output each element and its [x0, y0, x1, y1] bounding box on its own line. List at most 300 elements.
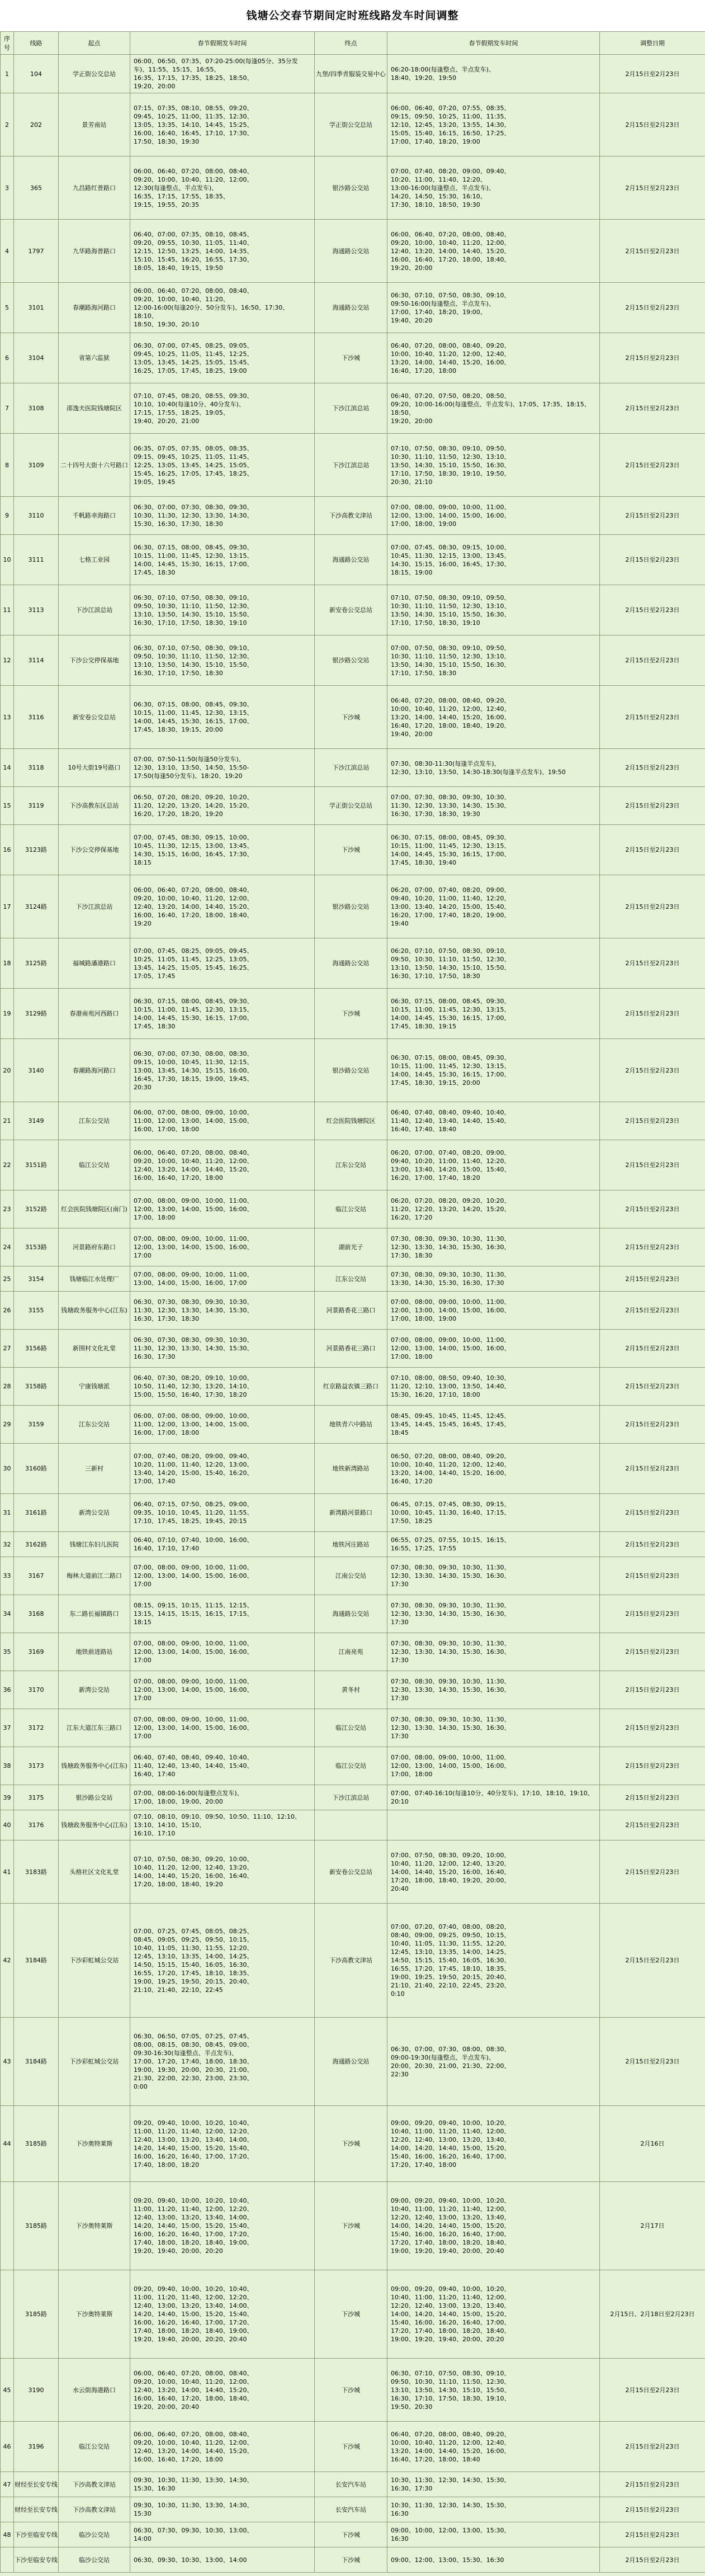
origin-cell: 春潮路海河路口 — [59, 283, 130, 333]
row-number: 15 — [1, 787, 14, 825]
row-number: 34 — [1, 1595, 14, 1633]
departure-times-1: 07:00、08:00、09:00、10:00、11:00、 13:00、14:00、15:00、16:00、17:00 — [130, 1266, 315, 1292]
departure-times-1: 06:00、06:40、07:20、08:00、08:40、 09:20、10:00、10:40、11:20、12:00、 12:40、13:20、14:00、14:40、15:20、 16:00、16:40、17:20、18:00、18:40、 19:20、20:00、20:40 — [130, 2359, 315, 2422]
departure-times-2: 07:30、08:30、09:30、10:30、11:30、 12:30、13:30、14:30、15:30、16:30、 17:30、18:30 — [387, 1228, 600, 1266]
departure-times-2: 06:20、07:20、08:20、09:20、10:20、 11:20、12:20、13:20、14:20、15:20、 16:20、17:20 — [387, 1190, 600, 1228]
origin-cell: 红会医院钱塘院区(南门) — [59, 1190, 130, 1228]
departure-times-2: 06:20、07:10、07:50、08:30、09:10、 09:50、10:30、11:10、11:50、12:30、 13:10、13:50、14:30、15:10、15:50、 16:30、17:10、17:50、18:30 — [387, 938, 600, 989]
line-cell: 3149 — [14, 1102, 59, 1140]
line-cell: 3119 — [14, 787, 59, 825]
line-cell: 3184路 — [14, 1904, 59, 2018]
line-cell: 3168 — [14, 1595, 59, 1633]
departure-times-2: 06:30、07:00、07:30、08:00、08:30、 09:00-19:30(每逢整点、半点发车)、 20:00、20:30、21:00、21:30、22:00、 22:30 — [387, 2018, 600, 2106]
departure-times-2: 07:00、07:40、08:20、09:00、09:40、 10:20、11:00、11:40、12:20、 13:00-16:00(每逢整点、半点发车)、 14:20、14:50、15:30、16:10、 17:30、18:10、18:50、19:30 — [387, 156, 600, 220]
origin-cell: 钱塘政务服务中心(江东) — [59, 1810, 130, 1840]
origin-cell: 景芳南站 — [59, 93, 130, 156]
table-row — [1, 2182, 705, 2270]
destination-cell — [315, 1810, 387, 1840]
origin-cell: 临沙公交站 — [59, 2547, 130, 2573]
line-cell: 3140 — [14, 1039, 59, 1102]
line-cell: 3129路 — [14, 989, 59, 1039]
row-number: 3 — [1, 156, 14, 220]
destination-cell: 下沙城 — [315, 2182, 387, 2270]
row-number: 40 — [1, 1810, 14, 1840]
departure-times-2: 09:00、09:20、09:40、10:00、10:20、 10:40、11:00、11:20、11:40、12:00、 12:20、12:40、13:00、13:20、13:40、 14:00、14:20、14:40、15:00、15:20、 15:40、16:00、16:20、16:40、17:00、 17:20、17:40、18:00 — [387, 2106, 600, 2182]
adjust-date-cell: 2月15日至2月23日 — [600, 1633, 705, 1671]
departure-times-2: 06:00、06:40、07:20、08:00、08:40、 09:20、10:00、10:40、11:20、12:00、 12:40、13:20、14:00、14:40、15:20、 16:00、16:40、17:20、18:00、18:40、 19:20、20:00 — [387, 220, 600, 283]
adjust-date-cell: 2月17日 — [600, 2182, 705, 2270]
origin-cell: 梅林大道前江二路口 — [59, 1557, 130, 1595]
schedule-table — [0, 31, 705, 2573]
departure-times-2: 07:10、07:50、08:30、09:10、09:50、 10:30、11:10、11:50、12:30、13:10、 13:50、14:30、15:10、15:50、16:30、 17:10、17:50、18:30、19:10 — [387, 585, 600, 635]
destination-cell: 河景路香花三路口 — [315, 1292, 387, 1330]
table-row — [1, 787, 705, 825]
header-times-2: 春节假期发车时间 — [387, 32, 600, 55]
table-row — [1, 1330, 705, 1368]
row-number: 2 — [1, 93, 14, 156]
origin-cell: 九昌路红普路口 — [59, 156, 130, 220]
destination-cell: 湖前光子 — [315, 1228, 387, 1266]
row-number: 31 — [1, 1494, 14, 1532]
departure-times-1: 06:30、07:15、08:00、08:45、09:30、 10:15、11:00、11:45、12:30、13:15、 14:00、14:45、15:30、16:15、17:00、 17:45、18:30、19:15、20:00 — [130, 686, 315, 749]
table-row — [1, 1140, 705, 1190]
departure-times-1: 06:40、07:15、07:50、08:25、09:00、 09:35、10:10、10:45、11:20、11:55、 17:10、17:45、18:25、19:45、20:15 — [130, 1494, 315, 1532]
destination-cell: 海通路公交站 — [315, 2018, 387, 2106]
row-number: 29 — [1, 1406, 14, 1444]
origin-cell: 省第六监狱 — [59, 333, 130, 383]
header-destination: 终点 — [315, 32, 387, 55]
departure-times-1: 06:35、07:05、07:35、08:05、08:35、 09:15、09:45、10:25、11:05、11:45、 12:25、13:05、13:45、14:25、15:05、 15:45、16:25、17:05、17:45、18:25、 19:05、19:45 — [130, 434, 315, 497]
origin-cell: 下沙彩虹城公交站 — [59, 1904, 130, 2018]
adjust-date-cell: 2月15日至2月23日 — [600, 1840, 705, 1904]
departure-times-2: 07:00、08:00、09:00、10:00、11:00、 12:00、13:00、14:00、15:00、16:00、 17:00、18:00 — [387, 1330, 600, 1368]
row-number: 24 — [1, 1228, 14, 1266]
row-number: 8 — [1, 434, 14, 497]
departure-times-1: 06:30、07:30、09:30、10:30、13:00、 14:00 — [130, 2522, 315, 2547]
line-cell: 3114 — [14, 635, 59, 686]
destination-cell: 河景路香花三路口 — [315, 1330, 387, 1368]
row-number: 37 — [1, 1709, 14, 1747]
departure-times-1: 06:30、07:10、07:50、08:30、09:10、 09:50、10:30、11:10、11:50、12:30、 13:10、13:50、14:30、15:10、15:50、 16:30、17:10、17:50、18:30 — [130, 635, 315, 686]
line-cell: 3185路 — [14, 2182, 59, 2270]
origin-cell: 宁康钱塘派 — [59, 1368, 130, 1406]
table-row — [1, 1190, 705, 1228]
destination-cell: 新湾路河景路口 — [315, 1494, 387, 1532]
row-number: 32 — [1, 1532, 14, 1557]
row-number: 6 — [1, 333, 14, 383]
origin-cell: 春潮路海河路口 — [59, 1039, 130, 1102]
departure-times-2: 06:50、07:20、08:00、08:40、09:20、 10:00、10:40、11:20、12:00、12:40、 13:20、14:00、14:40、15:20、16:00、 16:40、17:20 — [387, 1444, 600, 1494]
row-number: 23 — [1, 1190, 14, 1228]
table-row — [1, 333, 705, 383]
origin-cell: 钱塘政务服务中心(江东) — [59, 1747, 130, 1785]
departure-times-1: 07:00、07:45、08:25、09:05、09:45、 10:25、11:05、11:45、12:25、13:05、 13:45、14:25、15:05、15:45、16:25、 17:05、17:45 — [130, 938, 315, 989]
origin-cell: 钱塘临江水处理厂 — [59, 1266, 130, 1292]
destination-cell: 下沙江滨总站 — [315, 434, 387, 497]
adjust-date-cell: 2月15日至2月23日 — [600, 875, 705, 938]
departure-times-1: 07:00、08:00、09:00、10:00、11:00、 12:00、13:00、14:00、15:00、16:00、 17:00 — [130, 1709, 315, 1747]
departure-times-2: 06:40、07:20、08:00、08:40、09:20、 10:00、10:40、11:20、12:00、12:40、 13:20、14:00、14:40、15:20、16:00、 16:40、17:20、18:00、18:40、19:20、 19:40、20:00 — [387, 686, 600, 749]
departure-times-1: 07:00、08:00、09:00、10:00、11:00、 12:00、13:00、14:00、15:00、16:00、 17:00 — [130, 1671, 315, 1709]
origin-cell: 临江公交站 — [59, 2422, 130, 2472]
table-row — [1, 1406, 705, 1444]
row-number — [1, 2182, 14, 2270]
table-row — [1, 1102, 705, 1140]
adjust-date-cell: 2月15日至2月23日 — [600, 1444, 705, 1494]
adjust-date-cell: 2月15日至2月23日 — [600, 1709, 705, 1747]
row-number: 14 — [1, 749, 14, 787]
line-cell: 3184路 — [14, 2018, 59, 2106]
departure-times-2: 06:20-18:00(每逢整点、半点发车)、 18:40、19:20、19:50 — [387, 55, 600, 93]
destination-cell: 银沙路公交站 — [315, 156, 387, 220]
adjust-date-cell: 2月15日至2月23日 — [600, 283, 705, 333]
departure-times-2: 06:30、07:15、08:00、08:45、09:30、 10:15、11:00、11:45、12:30、13:15、 14:00、14:45、15:30、16:15、17:00、 17:45、18:30、19:15 — [387, 989, 600, 1039]
header-line: 线路 — [14, 32, 59, 55]
table-row — [1, 2106, 705, 2182]
line-cell: 财经至长安专线 — [14, 2472, 59, 2497]
adjust-date-cell: 2月15日至2月23日 — [600, 2018, 705, 2106]
origin-cell: 下沙彩虹城公交站 — [59, 2018, 130, 2106]
departure-times-1: 06:30、07:00、07:30、08:30、09:30、 10:30、11:30、12:30、13:30、14:30、 15:30、16:30、17:30、18:30 — [130, 497, 315, 535]
row-number: 22 — [1, 1140, 14, 1190]
destination-cell: 地铁新湾路站 — [315, 1444, 387, 1494]
table-row — [1, 1810, 705, 1840]
departure-times-2: 07:00、07:45、08:30、09:15、10:00、 10:45、11:30、12:15、13:00、13:45、 14:30、15:15、16:00、16:45、17:30、 18:15、19:00 — [387, 535, 600, 585]
header-origin: 起点 — [59, 32, 130, 55]
departure-times-2: 07:10、08:00、08:50、09:40、10:30、 11:20、12:10、13:00、13:50、14:40、 15:30、16:20、17:10、18:00 — [387, 1368, 600, 1406]
origin-cell: 九华路海普路口 — [59, 220, 130, 283]
destination-cell: 下沙城 — [315, 2359, 387, 2422]
destination-cell: 银沙路公交站 — [315, 1039, 387, 1102]
departure-times-1: 07:00、08:00、09:00、10:00、11:00、 12:00、13:00、14:00、15:00、16:00、 17:00、18:00 — [130, 1190, 315, 1228]
line-cell: 3170 — [14, 1671, 59, 1709]
table-row — [1, 2270, 705, 2359]
line-cell: 104 — [14, 55, 59, 93]
line-cell: 3173 — [14, 1747, 59, 1785]
departure-times-2: 07:00、08:00、09:00、10:00、11:00、 12:00、13:00、14:00、15:00、16:00、 17:00、18:00、19:00 — [387, 1292, 600, 1330]
origin-cell: 新湾公交站 — [59, 1671, 130, 1709]
destination-cell: 银沙路公交站 — [315, 875, 387, 938]
departure-times-2: 06:30、07:10、07:50、08:30、09:10、 09:50、10:30、11:10、11:50、12:30、 13:10、13:50、14:30、15:10、15:50、 16:30、17:10、17:50、18:30、19:10、 19:50、20:30 — [387, 2359, 600, 2422]
origin-cell: 临江公交站 — [59, 1140, 130, 1190]
table-row — [1, 2547, 705, 2573]
destination-cell: 下沙城 — [315, 2270, 387, 2359]
adjust-date-cell: 2月15日至2月23日 — [600, 497, 705, 535]
destination-cell: 下沙高教文津站 — [315, 497, 387, 535]
destination-cell: 下沙高教文津站 — [315, 1904, 387, 2018]
destination-cell: 下沙城 — [315, 2422, 387, 2472]
departure-times-1: 06:00、06:50、07:35、07:20-25:00(每逢05分、35分发车)、11:55、15:15、16:55、 16:35、17:15、17:35、18:25、18:50、 19:20、20:00 — [130, 55, 315, 93]
departure-times-2: 06:40、07:20、08:00、08:40、09:20、 10:00、10:40、11:20、12:00、12:40、 13:20、14:00、14:40、15:20、16:00、 16:40、17:20、18:00、18:40 — [387, 2422, 600, 2472]
table-row — [1, 1595, 705, 1633]
departure-times-1: 07:00、08:00-16:00(每逢整点发车)、 17:00、18:00、19:00、20:00 — [130, 1785, 315, 1810]
departure-times-1: 09:20、09:40、10:00、10:20、10:40、 11:00、11:20、11:40、12:00、12:20、 12:40、13:00、13:20、13:40、14:00、 14:20、14:40、15:00、15:20、15:40、 16:00、16:20、16:40、17:00、17:20、 17:40、18:00、18:20 — [130, 2106, 315, 2182]
destination-cell: 下沙城 — [315, 2547, 387, 2573]
departure-times-1: 09:30、10:30、11:30、13:30、14:30、 15:30 — [130, 2497, 315, 2522]
line-cell: 3156路 — [14, 1330, 59, 1368]
origin-cell: 临沙公交站 — [59, 2522, 130, 2547]
origin-cell: 下沙高教东区总站 — [59, 787, 130, 825]
origin-cell: 下沙公交停保基地 — [59, 635, 130, 686]
origin-cell: 下沙奥特莱斯 — [59, 2270, 130, 2359]
origin-cell: 下沙奥特莱斯 — [59, 2182, 130, 2270]
origin-cell: 下沙江滨总站 — [59, 875, 130, 938]
row-number: 5 — [1, 283, 14, 333]
departure-times-2: 09:00、12:00、13:00、15:30、16:30 — [387, 2547, 600, 2573]
departure-times-1: 07:00、07:45、08:30、09:15、10:00、 10:45、11:30、12:15、13:00、13:45、 14:30、15:15、16:00、16:45、17:30、 18:15 — [130, 825, 315, 875]
destination-cell: 红京路益农镇三路口 — [315, 1368, 387, 1406]
departure-times-2: 09:00、09:20、09:40、10:00、10:20、 10:40、11:00、11:20、11:40、12:00、 12:20、12:40、13:00、13:20、13:40、 14:00、14:20、14:40、15:00、15:20、 15:40、16:00、16:20、16:40、17:00、 17:20、17:40、18:00、18:20、18:40、 19:00、19:20、19:40、20:00、20:20 — [387, 2270, 600, 2359]
table-row — [1, 2422, 705, 2472]
line-cell: 财经至长安专线 — [14, 2497, 59, 2522]
table-row — [1, 93, 705, 156]
table-row — [1, 1494, 705, 1532]
table-row — [1, 2359, 705, 2422]
adjust-date-cell: 2月15日至2月23日 — [600, 383, 705, 434]
destination-cell: 江南公交站 — [315, 1557, 387, 1595]
departure-times-2: 06:20、07:00、07:40、08:20、09:00、 09:40、10:20、11:00、11:40、12:20、 13:00、13:40、14:20、15:00、15:40、 16:20、17:00、17:40、18:20、19:00、 19:40 — [387, 875, 600, 938]
table-row — [1, 535, 705, 585]
row-number: 10 — [1, 535, 14, 585]
line-cell: 3190 — [14, 2359, 59, 2422]
adjust-date-cell: 2月15日至2月23日 — [600, 2359, 705, 2422]
origin-cell: 福城路潘港路口 — [59, 938, 130, 989]
row-number: 30 — [1, 1444, 14, 1494]
origin-cell: 钱塘政务服务中心(江东) — [59, 1292, 130, 1330]
adjust-date-cell: 2月15日至2月23日 — [600, 2472, 705, 2497]
adjust-date-cell: 2月15日至2月23日 — [600, 989, 705, 1039]
line-cell: 3110 — [14, 497, 59, 535]
destination-cell: 海通路公交站 — [315, 535, 387, 585]
row-number: 33 — [1, 1557, 14, 1595]
destination-cell: 新安卷公交总站 — [315, 1840, 387, 1904]
destination-cell: 地铁河庄路站 — [315, 1532, 387, 1557]
origin-cell: 下沙奥特莱斯 — [59, 2106, 130, 2182]
table-row — [1, 1633, 705, 1671]
departure-times-1: 06:00、07:00、08:00、09:00、10:00、 11:00、12:00、13:00、14:00、15:00、 16:00、17:00、18:00 — [130, 1406, 315, 1444]
origin-cell: 七格工业园 — [59, 535, 130, 585]
departure-times-2: 07:30、08:30、09:30、10:30、11:30、 12:30、13:30、14:30、15:30、16:30、 17:30 — [387, 1633, 600, 1671]
line-cell: 3158路 — [14, 1368, 59, 1406]
departure-times-1: 06:40、07:10、07:40、10:00、16:00、 16:40、17:10、17:40 — [130, 1532, 315, 1557]
page-title: 钱塘公交春节期间定时班线路发车时间调整 — [0, 0, 705, 31]
table-row — [1, 1747, 705, 1785]
departure-times-2: 07:00、08:00、09:00、10:00、11:00、 12:00、13:00、14:00、15:00、16:00、 17:00、18:00 — [387, 1747, 600, 1785]
adjust-date-cell: 2月15日至2月23日 — [600, 1292, 705, 1330]
departure-times-1: 06:30、06:50、07:05、07:25、07:45、 08:00、08:15、08:30、08:45、09:00、 09:30-16:30(每逢整点、半点发车)、 17:00、17:20、17:40、18:00、18:30、 19:00、19:30、20:00、20:30、21:00、 21:30、22:00、22:30、23:00、23:30、 0:00 — [130, 2018, 315, 2106]
row-number — [1, 2547, 14, 2573]
row-number: 35 — [1, 1633, 14, 1671]
row-number: 43 — [1, 2018, 14, 2106]
adjust-date-cell: 2月15日至2月23日 — [600, 1368, 705, 1406]
line-cell: 3155 — [14, 1292, 59, 1330]
line-cell: 3154 — [14, 1266, 59, 1292]
departure-times-2: 07:10、07:50、08:30、09:10、09:50、 10:30、11:10、11:50、12:30、13:10、 13:50、14:30、15:10、15:50、16:30、 17:10、17:50、18:30、19:10、19:50、 20:30、21:10 — [387, 434, 600, 497]
table-row — [1, 825, 705, 875]
origin-cell: 下沙高教文津站 — [59, 2472, 130, 2497]
destination-cell: 临江公交站 — [315, 1747, 387, 1785]
table-row — [1, 283, 705, 333]
origin-cell: 邵逸夫医院钱塘院区 — [59, 383, 130, 434]
departure-times-1: 06:30、09:30、10:30、13:00、14:00 — [130, 2547, 315, 2573]
departure-times-1: 06:30、07:30、08:30、09:30、10:30、 11:30、12:30、13:30、14:30、15:30、 16:30、17:30、18:30 — [130, 1292, 315, 1330]
row-number — [1, 2497, 14, 2522]
table-row — [1, 55, 705, 93]
row-number: 17 — [1, 875, 14, 938]
departure-times-1: 07:00、08:00、09:00、10:00、11:00、 12:00、13:00、14:00、15:00、16:00、 17:00 — [130, 1228, 315, 1266]
row-number: 1 — [1, 55, 14, 93]
destination-cell: 下沙江滨总站 — [315, 749, 387, 787]
row-number: 16 — [1, 825, 14, 875]
line-cell: 3118 — [14, 749, 59, 787]
table-row — [1, 585, 705, 635]
adjust-date-cell: 2月15日至2月23日 — [600, 635, 705, 686]
departure-times-1: 06:50、07:20、08:20、09:20、10:20、 11:20、12:20、13:20、14:20、15:20、 16:20、17:20、18:20、19:20 — [130, 787, 315, 825]
table-row — [1, 875, 705, 938]
departure-times-2: 10:30、11:30、12:30、14:30、15:30、 16:30、17:30 — [387, 2472, 600, 2497]
adjust-date-cell: 2月15日至2月23日 — [600, 1406, 705, 1444]
departure-times-1: 07:10、07:45、08:20、08:55、09:30、 10:10、10:40(每逢10分、40分发车)、 17:15、17:55、18:25、19:05、 19:40、20:20、21:00 — [130, 383, 315, 434]
line-cell: 3183路 — [14, 1840, 59, 1904]
row-number: 47 — [1, 2472, 14, 2497]
origin-cell: 河景路府东路口 — [59, 1228, 130, 1266]
departure-times-2: 10:30、11:30、12:30、14:30、15:30、 16:30 — [387, 2497, 600, 2522]
departure-times-1: 07:00、08:00、09:00、10:00、11:00、 12:00、13:00、14:00、15:00、16:00、 17:00 — [130, 1633, 315, 1671]
adjust-date-cell: 2月15日至2月23日 — [600, 156, 705, 220]
header-row — [1, 32, 705, 55]
departure-times-1: 06:00、06:40、07:20、08:00、08:40、 09:20、10:00、10:40、11:20、 12:00-16:00(每逢20分、50分发车)、16:50、17:30、18:10、 18:50、19:30、20:10 — [130, 283, 315, 333]
departure-times-1: 07:00、07:25、07:45、08:05、08:25、 08:45、09:05、09:25、09:50、10:15、 10:40、11:05、11:30、11:55、12:20、 12:45、13:10、13:35、14:00、14:25、 14:50、15:15、15:40、16:05、16:30、 16:55、17:20、17:45、18:10、18:35、 19:00、19:25、19:50、20:15、20:40、 21:10、21:40、22:10、22:45 — [130, 1904, 315, 2018]
origin-cell: 千帆路幸海路口 — [59, 497, 130, 535]
departure-times-1: 06:30、07:15、08:00、08:45、09:30、 10:15、11:00、11:45、12:30、13:15、 14:00、14:45、15:30、16:15、17:00、 17:45、18:30 — [130, 535, 315, 585]
departure-times-1: 06:30、07:00、07:30、08:00、08:30、 09:15、10:00、10:45、11:30、12:15、 13:00、13:45、14:30、15:15、16:00、 16:45、17:30、18:15、19:00、19:45、 20:30 — [130, 1039, 315, 1102]
origin-cell: 头格社区文化礼堂 — [59, 1840, 130, 1904]
line-cell: 3151路 — [14, 1140, 59, 1190]
line-cell: 3159 — [14, 1406, 59, 1444]
adjust-date-cell: 2月15日至2月23日 — [600, 825, 705, 875]
line-cell: 3196 — [14, 2422, 59, 2472]
row-number: 27 — [1, 1330, 14, 1368]
adjust-date-cell: 2月15日至2月23日 — [600, 93, 705, 156]
table-row — [1, 1444, 705, 1494]
adjust-date-cell: 2月15日至2月23日 — [600, 1228, 705, 1266]
table-row — [1, 497, 705, 535]
origin-cell: 新湾公交站 — [59, 1494, 130, 1532]
row-number: 13 — [1, 686, 14, 749]
departure-times-1: 08:15、09:15、10:15、11:15、12:15、 13:15、14:15、15:15、16:15、17:15、 18:15 — [130, 1595, 315, 1633]
destination-cell: 下沙城 — [315, 686, 387, 749]
destination-cell: 海通路公交站 — [315, 283, 387, 333]
destination-cell: 临江公交站 — [315, 1709, 387, 1747]
origin-cell: 春港南苑河西路口 — [59, 989, 130, 1039]
adjust-date-cell: 2月15日至2月23日 — [600, 2422, 705, 2472]
adjust-date-cell: 2月15日至2月23日 — [600, 1595, 705, 1633]
origin-cell: 下沙高教文津站 — [59, 2497, 130, 2522]
departure-times-1: 06:30、07:10、07:50、08:30、09:10、 09:50、10:30、11:10、11:50、12:30、 13:10、13:50、14:30、15:10、15:50、 16:30、17:10、17:50、18:30、19:10 — [130, 585, 315, 635]
line-cell: 3167 — [14, 1557, 59, 1595]
departure-times-2: 06:45、07:15、07:45、08:30、09:15、 10:00、10:45、11:30、16:40、17:15、 17:50、18:25 — [387, 1494, 600, 1532]
table-row — [1, 938, 705, 989]
adjust-date-cell: 2月15日、2月18日至2月23日 — [600, 2270, 705, 2359]
table-row — [1, 2522, 705, 2547]
line-cell: 3169 — [14, 1633, 59, 1671]
adjust-date-cell: 2月15日至2月23日 — [600, 434, 705, 497]
origin-cell: 江东公交站 — [59, 1102, 130, 1140]
departure-times-1: 06:00、06:40、07:20、08:00、08:40、 09:20、10:00、10:40、11:20、12:00、 12:40、13:20、14:00、14:40、15:20、 16:00、16:40、17:20、18:00 — [130, 2422, 315, 2472]
destination-cell: 下沙城 — [315, 825, 387, 875]
row-number: 26 — [1, 1292, 14, 1330]
departure-times-2: 06:55、07:25、07:55、10:15、16:15、 16:55、17:25、17:55 — [387, 1532, 600, 1557]
origin-cell: 三新村 — [59, 1444, 130, 1494]
departure-times-1: 07:10、07:50、08:30、09:20、10:00、 10:40、11:20、12:00、12:40、13:20、 14:00、14:40、15:20、16:00、16:40、 17:20、18:00、18:40、19:20 — [130, 1840, 315, 1904]
table-row — [1, 1266, 705, 1292]
departure-times-1: 09:20、09:40、10:00、10:20、10:40、 11:00、11:20、11:40、12:00、12:20、 12:40、13:00、13:20、13:40、14:00、 14:20、14:40、15:00、15:20、15:40、 16:00、16:20、16:40、17:00、17:20、 17:40、18:00、18:20、18:40、19:00、 19:20、19:40、20:00、20:20、20:40 — [130, 2270, 315, 2359]
row-number: 21 — [1, 1102, 14, 1140]
line-cell: 3113 — [14, 585, 59, 635]
adjust-date-cell: 2月15日至2月23日 — [600, 1904, 705, 2018]
departure-times-2: 07:00、07:50、08:30、09:10、09:50、 10:30、11:10、11:50、12:30、13:10、 13:50、14:30、15:10、15:50、16:30、 17:10、17:50、18:30 — [387, 635, 600, 686]
header-times-1: 春节假期发车时间 — [130, 32, 315, 55]
line-cell: 3185路 — [14, 2106, 59, 2182]
destination-cell: 长安汽车站 — [315, 2497, 387, 2522]
departure-times-1: 06:40、07:00、07:35、08:10、08:45、 09:20、09:55、10:30、11:05、11:40、 12:15、12:50、13:25、14:00、14:35、 15:10、15:45、16:20、16:55、17:30、 18:05、18:40、19:15、19:50 — [130, 220, 315, 283]
table-row — [1, 1292, 705, 1330]
adjust-date-cell: 2月15日至2月23日 — [600, 1266, 705, 1292]
departure-times-2: 07:00、07:30、08:30、09:30、10:30、 11:30、12:30、13:30、14:30、15:30、 16:30、17:30、18:30、19:30 — [387, 787, 600, 825]
departure-times-2: 08:45、09:45、10:45、11:45、12:45、 13:45、14:45、15:45、16:45、17:45、 18:45 — [387, 1406, 600, 1444]
table-row — [1, 220, 705, 283]
departure-times-2: 06:40、07:20、08:00、08:40、09:20、 10:00、10:40、11:20、12:00、12:40、 13:20、14:00、14:40、15:20、16:00、 16:40、17:20、18:00 — [387, 333, 600, 383]
origin-cell: 10号大街19号路口 — [59, 749, 130, 787]
departure-times-2: 07:00、07:20、07:40、08:00、08:20、 08:40、09:00、09:25、09:50、10:15、 10:40、11:05、11:30、11:55、12:20、 12:45、13:10、13:35、14:00、14:25、 14:50、15:15、15:40、16:05、16:30、 16:55、17:20、17:45、18:10、18:35、 19:00、19:25、19:50、20:15、20:40、 21:10、21:40、22:10、22:45、23:20、 0:10 — [387, 1904, 600, 2018]
departure-times-1: 06:40、07:40、08:40、09:40、10:40、 11:40、12:40、13:40、14:40、15:40、 16:40、17:40 — [130, 1747, 315, 1785]
departure-times-2: 07:30、08:30-11:30(每逢半点发车)、 12:30、13:10、13:50、14:30-18:30(每逢半点发车)、19:50 — [387, 749, 600, 787]
line-cell: 3172 — [14, 1709, 59, 1747]
departure-times-2: 07:30、08:30、09:30、10:30、11:30、 12:30、13:30、14:30、15:30、16:30、 17:30 — [387, 1557, 600, 1595]
origin-cell: 地铁前进路站 — [59, 1633, 130, 1671]
table-row — [1, 1532, 705, 1557]
origin-cell: 江东公交站 — [59, 1406, 130, 1444]
departure-times-1: 09:30、10:30、11:30、13:30、14:30、 15:30、16:30 — [130, 2472, 315, 2497]
departure-times-2: 07:30、08:30、09:30、10:30、11:30、 13:30、14:30、15:30、16:30、17:30 — [387, 1266, 600, 1292]
row-number: 11 — [1, 585, 14, 635]
line-cell: 3160路 — [14, 1444, 59, 1494]
adjust-date-cell: 2月15日至2月23日 — [600, 749, 705, 787]
departure-times-1: 07:00、07:40、08:20、09:00、09:40、 10:20、11:00、11:40、12:20、13:00、 13:40、14:20、15:00、15:40、16:20、 17:00、17:40 — [130, 1444, 315, 1494]
departure-times-2: 06:40、07:40、08:40、09:40、10:40、 11:40、12:40、13:40、14:40、15:40、 16:40、17:40、18:40 — [387, 1102, 600, 1140]
table-row — [1, 1904, 705, 2018]
destination-cell: 下沙江滨总站 — [315, 383, 387, 434]
table-row — [1, 1368, 705, 1406]
line-cell: 3153路 — [14, 1228, 59, 1266]
destination-cell: 下沙城 — [315, 989, 387, 1039]
row-number: 7 — [1, 383, 14, 434]
row-number: 36 — [1, 1671, 14, 1709]
line-cell: 3162路 — [14, 1532, 59, 1557]
row-number: 38 — [1, 1747, 14, 1785]
destination-cell: 长安汽车站 — [315, 2472, 387, 2497]
table-row — [1, 1039, 705, 1102]
origin-cell: 银沙路公交站 — [59, 1785, 130, 1810]
destination-cell: 江东公交站 — [315, 1266, 387, 1292]
departure-times-2 — [387, 1810, 600, 1840]
line-cell: 3161路 — [14, 1494, 59, 1532]
line-cell: 3185路 — [14, 2270, 59, 2359]
adjust-date-cell: 2月15日至2月23日 — [600, 1140, 705, 1190]
line-cell: 3152路 — [14, 1190, 59, 1228]
adjust-date-cell: 2月15日至2月23日 — [600, 787, 705, 825]
departure-times-1: 07:00、08:00、09:00、10:00、11:00、 12:00、13:00、14:00、15:00、16:00、 17:00 — [130, 1557, 315, 1595]
